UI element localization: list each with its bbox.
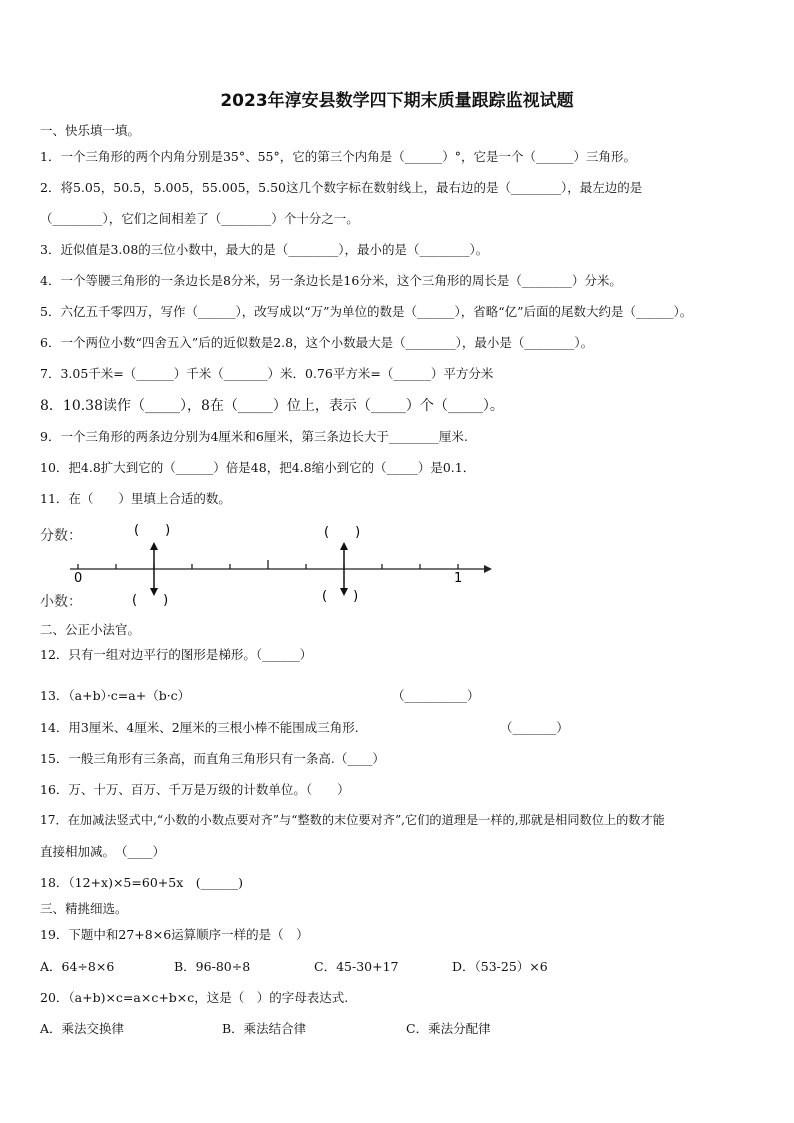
decimal-label: 小数：	[40, 594, 82, 610]
question-19: 19．下题中和27+8×6运算顺序一样的是（ ）	[40, 927, 309, 942]
question-10: 10．把4.8扩大到它的（______）倍是48，把4.8缩小到它的（_____）是0.1．	[40, 460, 476, 475]
decimal-blank-1: ( )	[132, 593, 169, 608]
question-13: 13．（a+b）·c=a+（b·c）	[40, 688, 191, 703]
up-arrow-icon	[150, 542, 158, 550]
page-title: 2023年淳安县数学四下期末质量跟踪监视试题	[220, 91, 574, 111]
question-7: 7．3.05千米=（______）千米（_______）米．0.76平方米=（______）平方分米	[40, 366, 494, 381]
question-4: 4．一个等腰三角形的一条边长是8分米，另一条边长是16分米，这个三角形的周长是（________）分米。	[40, 273, 622, 288]
marker-2	[322, 525, 360, 604]
question-19-option-a: A．64÷8×6	[40, 959, 115, 974]
start-label: 0	[74, 571, 83, 586]
question-19-option-c: C．45-30+17	[314, 959, 399, 974]
question-16: 16．万、十万、百万、千万是万级的计数单位。（ ）	[40, 782, 350, 797]
fraction-blank-1: ( )	[134, 523, 171, 538]
question-6: 6．一个两位小数“四舍五入”后的近似数是2.8，这个小数最大是（________），最小是（________）。	[40, 335, 594, 350]
question-9: 9．一个三角形的两条边分别为4厘米和6厘米，第三条边长大于________厘米.	[40, 429, 468, 444]
fraction-label: 分数：	[40, 528, 82, 544]
question-14-blank: （_______）	[500, 720, 569, 735]
question-17-line-1: 17．在加减法竖式中,“小数的小数点要对齐”与“整数的末位要对齐”,它们的道理是一样的,那就是相同数位上的数才能	[40, 813, 665, 827]
question-1: 1．一个三角形的两个内角分别是35°、55°，它的第三个内角是（______）°，它是一个（______）三角形。	[40, 149, 637, 164]
decimal-blank-2: ( )	[322, 589, 359, 604]
question-11: 11．在（ ）里填上合适的数。	[40, 491, 231, 506]
question-20-option-b: B．乘法结合律	[222, 1021, 307, 1036]
question-13-blank: （__________）	[392, 688, 480, 703]
question-18: 18．（12+x)×5=60+5x (______)	[40, 875, 243, 890]
question-20-option-a: A．乘法交换律	[40, 1021, 125, 1036]
question-14: 14．用3厘米、4厘米、2厘米的三根小棒不能围成三角形.	[40, 720, 359, 735]
axis-arrowhead-icon	[484, 565, 492, 573]
question-3: 3．近似值是3.08的三位小数中，最大的是（________），最小的是（________）。	[40, 242, 489, 257]
question-5: 5．六亿五千零四万，写作（______），改写成以“万”为单位的数是（______），省略“亿”后面的尾数大约是（______）。	[40, 304, 693, 319]
number-line-ticks	[78, 560, 458, 569]
question-20: 20．（a+b)×c=a×c+b×c，这是（ ）的字母表达式.	[40, 990, 349, 1005]
section-heading-3: 三、精挑细选。	[40, 901, 128, 916]
section-heading-1: 一、快乐填一填。	[40, 123, 141, 138]
question-19-option-b: B．96-80÷8	[174, 959, 251, 974]
number-line-figure	[36, 520, 496, 612]
up-arrow-icon	[340, 542, 348, 550]
question-2-line-2: （________），它们之间相差了（________）个十分之一。	[40, 211, 359, 226]
question-8: 8．10.38读作（_____），8在（_____）位上，表示（_____）个（_____）。	[40, 398, 504, 414]
end-label: 1	[454, 571, 463, 586]
question-15: 15．一般三角形有三条高，而直角三角形只有一条高.（____）	[40, 751, 385, 766]
section-heading-2: 二、公正小法官。	[40, 622, 141, 637]
marker-1	[132, 523, 170, 608]
question-12: 12．只有一组对边平行的图形是梯形。（______）	[40, 647, 313, 662]
question-2-line-1: 2．将5.05，50.5，5.005，55.005，5.50这几个数字标在数射线上，最右边的是（________），最左边的是	[40, 180, 643, 195]
question-20-option-c: C．乘法分配律	[406, 1021, 491, 1036]
fraction-blank-2: ( )	[324, 525, 361, 540]
question-17-line-2: 直接相加减。 （____）	[40, 844, 166, 859]
question-19-option-d: D．（53-25）×6	[452, 959, 548, 974]
